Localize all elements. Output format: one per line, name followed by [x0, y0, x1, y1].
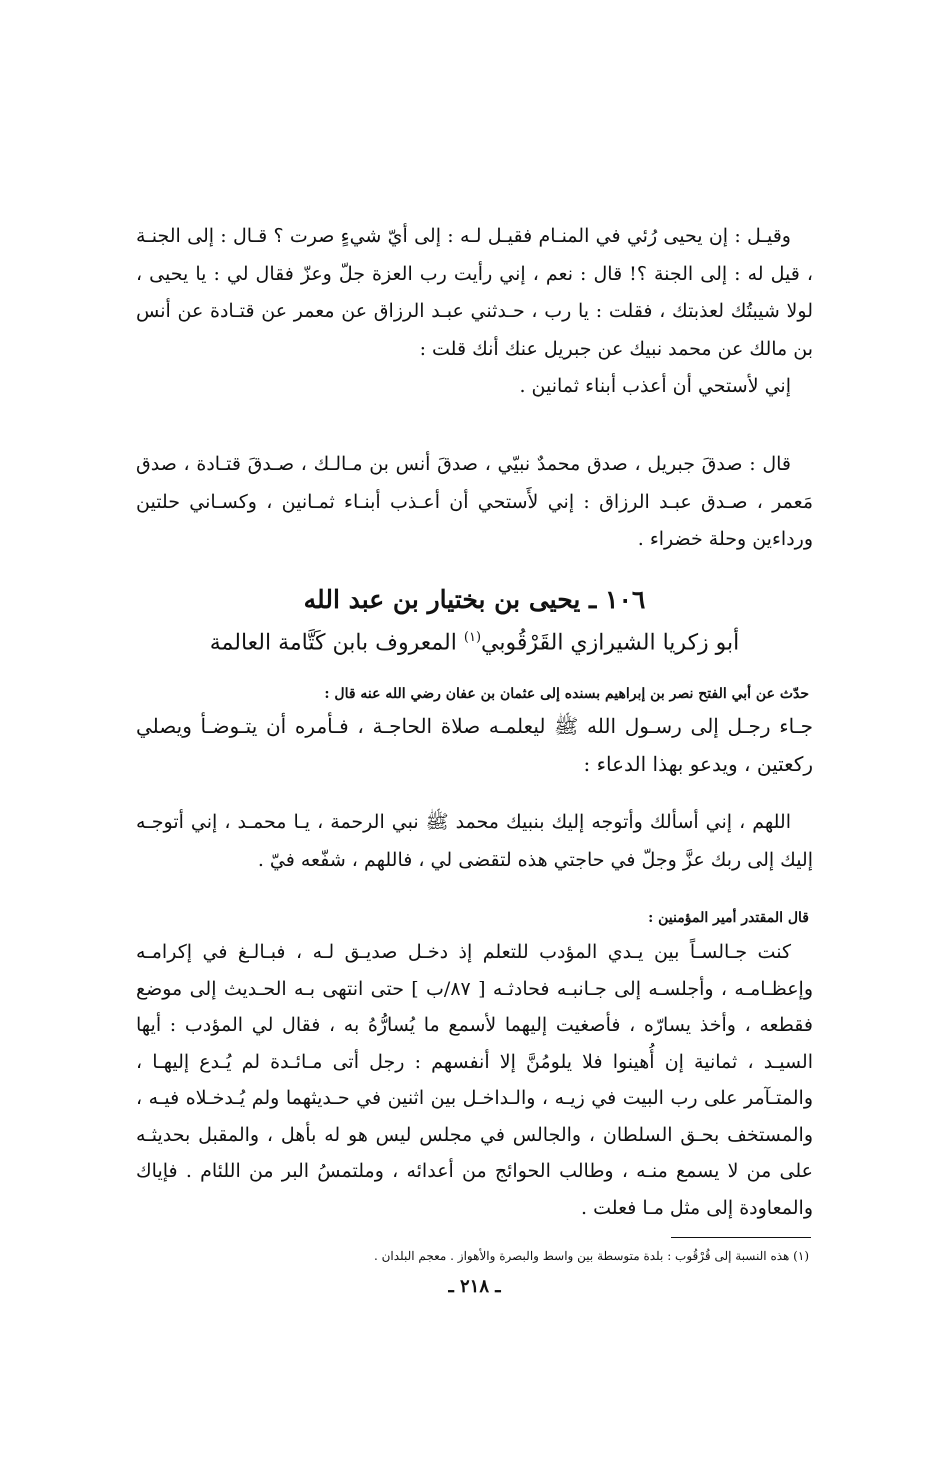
subtitle-suffix: المعروف بابن كَتَّامة العالمة	[209, 630, 464, 656]
footnote-divider	[671, 1237, 811, 1238]
paragraph-text: وقيـل : إن يحيى رُئي في المنـام فقيـل لـه : إلى أيّ شيءٍ صرت ؟ قـال : إلى الجنـة ، قيل له : إلى الجنة ؟! قال : نعم ، إني رأيت رب العزة جلّ وعزّ فقال لي : يا يحيى ، لولا شيبتُك لعذبتك ، فقلت : يا رب ، حـدثني عبـد الرزاق عن معمر عن قتـادة عن أنس بن مالك عن محمد نبيك عن جبريل عنك أنك قلت :	[136, 225, 813, 360]
footnote-marker: (١)	[463, 630, 482, 645]
subtitle-name: أبو زكريا الشيرازي القَرْقُوبي	[481, 630, 740, 656]
quoted-saying	[136, 368, 813, 405]
saying-text: إني لأستحي أن أعذب أبناء ثمانين .	[519, 375, 791, 397]
isnad-line: حدّث عن أبي الفتح نصر بن إبراهيم بسنده إلى عثمان بن عفان رضي الله عنه قال :	[324, 686, 809, 702]
section-title: ١٠٦ ـ يحيى بن بختيار بن عبد الله	[303, 585, 646, 614]
paragraph-dream-narrative	[136, 218, 813, 368]
paragraph-text: جـاء رجـل إلى رسـول الله ﷺ ليعلمـه صلاة الحاجـة ، فـأمره أن يتـوضـأ ويصلي ركعتين ، ويدعو بهذا الدعاء :	[136, 714, 813, 776]
muqtadir-header: قال المقتدر أمير المؤمنين :	[648, 910, 809, 926]
paragraph-response	[136, 446, 813, 559]
paragraph-muqtadir	[136, 934, 813, 1226]
paragraph-text: اللهم ، إني أسألك وأتوجه إليك بنبيك محمد ﷺ نبي الرحمة ، يـا محمـد ، إني أتوجـه إليك إلى ربك عزَّ وجلّ في حاجتي هذه لتقضى لي ، فاللهم ، شفّعه فيّ .	[136, 811, 813, 871]
page-number: ـ ٢١٨ ـ	[448, 1276, 501, 1297]
paragraph-hadith	[136, 708, 813, 783]
paragraph-text: قال : صدقَ جبريل ، صدق محمدٌ نبيّي ، صدقَ أنس بن مـالـك ، صـدقَ قتـادة ، صدق مَعمر ، صـدق عبـد الرزاق : إني لأَستحي أن أعـذب أبنـاء ثمـانين ، وكسـاني حلتين ورداءين وحلة خضراء .	[136, 453, 813, 550]
footnote: (١) هذه النسبة إلى قُرْقُوب : بلدة متوسطة بين واسط والبصرة والأهواز . معجم البلدان .	[373, 1249, 809, 1263]
paragraph-dua	[136, 804, 813, 879]
section-subtitle	[136, 618, 813, 663]
paragraph-text: كنت جـالسـاً بين يـدي المؤدب للتعلم إذ دخـل صديـق لـه ، فبـالـغ في إكرامـه وإعظـامـه ، وأجلسـه إلى جـانبـه فحادثـه [ ٨٧/ب ] حتى انتهى بـه الحـديث إلى موضع فقطعه ، وأخذ يسارّه ، فأصغيت إليهما لأسمع ما يُسارُّهُ به ، فقال لي المؤدب : أيها السيـد ، ثمانية إن أُهينوا فلا يلومُنَّ إلا أنفسهم : رجل أتى مـائـدة لم يُـدع إليهـا ، والمتـآمر على رب البيت في زيـه ، والـداخـل بين اثنين في حـديثهما ولم يُـدخـلاه فيـه ، والمستخف بحـق السلطان ، والجالس في مجلس ليس هو له بأهل ، والمقبل بحديثـه على من لا يسمع منـه ، وطالب الحوائج من أعدائه ، وملتمسُ البر من اللئام . فإياك والمعاودة إلى مثل مـا فعلت .	[136, 941, 814, 1219]
